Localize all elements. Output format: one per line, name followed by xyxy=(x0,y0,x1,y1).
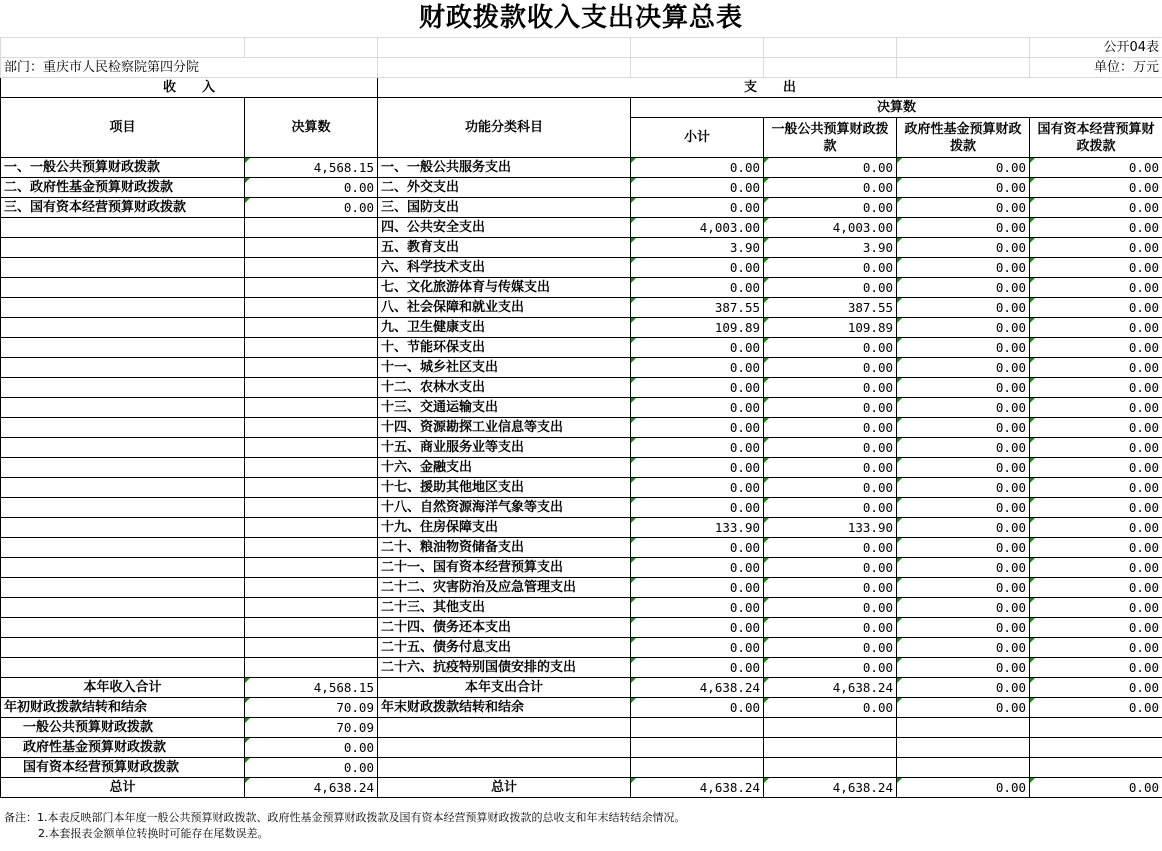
blank-cell xyxy=(245,278,378,298)
blank-cell xyxy=(1,358,245,378)
expense-general-budget: 0.00 xyxy=(764,478,897,498)
blank-cell xyxy=(245,658,378,678)
expense-state-capital: 0.00 xyxy=(1030,198,1162,218)
table-row xyxy=(1,418,1162,438)
blank-cell xyxy=(245,258,378,278)
income-item-value: 4,568.15 xyxy=(245,158,378,178)
annual-expense-fund: 0.00 xyxy=(897,678,1030,698)
blank-cell xyxy=(1,398,245,418)
expense-item-name: 十、节能环保支出 xyxy=(378,338,631,358)
blank-cell xyxy=(631,738,764,758)
blank-cell xyxy=(1,578,245,598)
begin-balance-sub-label: 一般公共预算财政拨款 xyxy=(1,718,245,738)
expense-general-budget: 0.00 xyxy=(764,158,897,178)
begin-balance-sub-value: 0.00 xyxy=(245,738,378,758)
expense-subtotal: 0.00 xyxy=(631,658,764,678)
blank-cell xyxy=(245,338,378,358)
begin-balance-sub-label: 国有资本经营预算财政拨款 xyxy=(1,758,245,778)
final-accounts-table xyxy=(0,37,1162,798)
grand-total-income-value: 4,638.24 xyxy=(245,778,378,798)
expense-gov-fund: 0.00 xyxy=(897,258,1030,278)
income-item-value: 0.00 xyxy=(245,178,378,198)
expense-item-name: 三、国防支出 xyxy=(378,198,631,218)
report-title: 财政拨款收入支出决算总表 xyxy=(418,3,743,33)
expense-gov-fund: 0.00 xyxy=(897,358,1030,378)
expense-general-budget: 0.00 xyxy=(764,258,897,278)
expense-item-name: 二十一、国有资本经营预算支出 xyxy=(378,558,631,578)
expense-item-name: 十七、援助其他地区支出 xyxy=(378,478,631,498)
blank-cell xyxy=(245,498,378,518)
expense-item-name: 十八、自然资源海洋气象等支出 xyxy=(378,498,631,518)
blank-cell xyxy=(1,238,245,258)
expense-general-budget: 0.00 xyxy=(764,458,897,478)
blank-cell xyxy=(245,518,378,538)
annual-income-total-label: 本年收入合计 xyxy=(1,678,245,698)
expense-state-capital: 0.00 xyxy=(1030,298,1162,318)
blank-cell xyxy=(245,418,378,438)
table-row xyxy=(1,218,1162,238)
blank-cell xyxy=(245,478,378,498)
blank-cell xyxy=(245,238,378,258)
expense-gov-fund: 0.00 xyxy=(897,318,1030,338)
blank-cell xyxy=(245,578,378,598)
expense-general-budget: 0.00 xyxy=(764,658,897,678)
blank-cell xyxy=(1,278,245,298)
blank-cell xyxy=(1,298,245,318)
expense-general-budget: 0.00 xyxy=(764,418,897,438)
expense-gov-fund: 0.00 xyxy=(897,278,1030,298)
grand-total-expense-general: 4,638.24 xyxy=(764,778,897,798)
note-1: 备注：1.本表反映部门本年度一般公共预算财政拨款、政府性基金预算财政拨款及国有资本经营预算财政拨款的总收支和年末结转结余情况。 xyxy=(4,811,686,824)
expense-subtotal: 0.00 xyxy=(631,198,764,218)
expense-state-capital: 0.00 xyxy=(1030,378,1162,398)
expense-subtotal: 0.00 xyxy=(631,358,764,378)
expense-general-budget: 0.00 xyxy=(764,578,897,598)
expense-general-budget: 387.55 xyxy=(764,298,897,318)
expense-item-name: 二十、粮油物资储备支出 xyxy=(378,538,631,558)
table-row xyxy=(1,538,1162,558)
table-row xyxy=(1,518,1162,538)
blank-cell xyxy=(378,58,631,78)
item-header: 项目 xyxy=(1,98,245,158)
begin-balance-label: 年初财政拨款结转和结余 xyxy=(1,698,245,718)
grand-total-row xyxy=(1,778,1162,798)
expense-subtotal: 0.00 xyxy=(631,278,764,298)
table-row xyxy=(1,318,1162,338)
expense-state-capital: 0.00 xyxy=(1030,618,1162,638)
blank-cell xyxy=(897,718,1030,738)
expense-subtotal: 0.00 xyxy=(631,378,764,398)
expense-gov-fund: 0.00 xyxy=(897,418,1030,438)
expense-general-budget: 0.00 xyxy=(764,618,897,638)
expense-state-capital: 0.00 xyxy=(1030,218,1162,238)
blank-cell xyxy=(245,538,378,558)
expense-general-budget: 0.00 xyxy=(764,398,897,418)
blank-cell xyxy=(245,318,378,338)
blank-cell xyxy=(1,598,245,618)
expense-state-capital: 0.00 xyxy=(1030,438,1162,458)
begin-balance-sub-row xyxy=(1,738,1162,758)
blank-cell xyxy=(897,58,1030,78)
income-item-name: 二、政府性基金预算财政拨款 xyxy=(1,178,245,198)
expense-general-budget: 0.00 xyxy=(764,558,897,578)
expense-gov-fund: 0.00 xyxy=(897,478,1030,498)
expense-subtotal: 109.89 xyxy=(631,318,764,338)
form-code: 公开04表 xyxy=(1030,38,1162,58)
expense-gov-fund: 0.00 xyxy=(897,578,1030,598)
expense-item-name: 二十六、抗疫特别国债安排的支出 xyxy=(378,658,631,678)
expense-subtotal: 0.00 xyxy=(631,178,764,198)
expense-subtotal: 0.00 xyxy=(631,438,764,458)
grand-total-expense-label: 总计 xyxy=(378,778,631,798)
table-row xyxy=(1,338,1162,358)
expense-general-budget: 109.89 xyxy=(764,318,897,338)
table-row xyxy=(1,598,1162,618)
expense-state-capital: 0.00 xyxy=(1030,398,1162,418)
table-row xyxy=(1,278,1162,298)
gov-fund-header: 政府性基金预算财政拨款 xyxy=(897,118,1030,158)
expense-state-capital: 0.00 xyxy=(1030,178,1162,198)
table-row xyxy=(1,298,1162,318)
expense-item-name: 十一、城乡社区支出 xyxy=(378,358,631,378)
table-row xyxy=(1,358,1162,378)
expense-item-name: 十二、农林水支出 xyxy=(378,378,631,398)
expense-state-capital: 0.00 xyxy=(1030,358,1162,378)
expense-state-capital: 0.00 xyxy=(1030,418,1162,438)
blank-cell xyxy=(897,738,1030,758)
expense-subtotal: 0.00 xyxy=(631,498,764,518)
expense-general-budget: 0.00 xyxy=(764,438,897,458)
expense-subtotal: 0.00 xyxy=(631,618,764,638)
blank-cell xyxy=(378,758,631,778)
expense-gov-fund: 0.00 xyxy=(897,618,1030,638)
blank-cell xyxy=(1,318,245,338)
unit-label: 单位：万元 xyxy=(1030,58,1162,78)
expense-state-capital: 0.00 xyxy=(1030,238,1162,258)
end-balance-subtotal: 0.00 xyxy=(631,698,764,718)
blank-cell xyxy=(1,418,245,438)
begin-balance-sub-value: 0.00 xyxy=(245,758,378,778)
blank-cell xyxy=(631,38,764,58)
expense-subtotal: 4,003.00 xyxy=(631,218,764,238)
income-item-name: 三、国有资本经营预算财政拨款 xyxy=(1,198,245,218)
expense-subtotal: 0.00 xyxy=(631,638,764,658)
blank-cell xyxy=(1,478,245,498)
expense-state-capital: 0.00 xyxy=(1030,538,1162,558)
blank-cell xyxy=(1030,738,1162,758)
expense-item-name: 七、文化旅游体育与传媒支出 xyxy=(378,278,631,298)
income-item-name: 一、一般公共预算财政拨款 xyxy=(1,158,245,178)
expense-subtotal: 0.00 xyxy=(631,538,764,558)
blank-cell xyxy=(764,58,897,78)
expense-item-name: 五、教育支出 xyxy=(378,238,631,258)
blank-cell xyxy=(764,38,897,58)
state-capital-header: 国有资本经营预算财政拨款 xyxy=(1030,118,1162,158)
table-row xyxy=(1,618,1162,638)
expense-item-name: 八、社会保障和就业支出 xyxy=(378,298,631,318)
expense-item-name: 十五、商业服务业等支出 xyxy=(378,438,631,458)
expense-general-budget: 0.00 xyxy=(764,598,897,618)
blank-cell xyxy=(631,718,764,738)
expense-state-capital: 0.00 xyxy=(1030,258,1162,278)
expense-general-budget: 0.00 xyxy=(764,638,897,658)
expense-item-name: 九、卫生健康支出 xyxy=(378,318,631,338)
blank-cell xyxy=(245,438,378,458)
expense-item-name: 二十二、灾害防治及应急管理支出 xyxy=(378,578,631,598)
blank-cell xyxy=(1,658,245,678)
table-row xyxy=(1,258,1162,278)
expense-subtotal: 0.00 xyxy=(631,338,764,358)
expense-gov-fund: 0.00 xyxy=(897,218,1030,238)
end-balance-general: 0.00 xyxy=(764,698,897,718)
blank-cell xyxy=(1030,718,1162,738)
annual-expense-general: 4,638.24 xyxy=(764,678,897,698)
note-2: 2.本套报表金额单位转换时可能存在尾数误差。 xyxy=(38,827,269,840)
expense-item-name: 十九、住房保障支出 xyxy=(378,518,631,538)
blank-cell xyxy=(245,598,378,618)
expense-state-capital: 0.00 xyxy=(1030,478,1162,498)
blank-cell xyxy=(1,38,245,58)
grand-total-expense-capital: 0.00 xyxy=(1030,778,1162,798)
table-row xyxy=(1,558,1162,578)
blank-cell xyxy=(378,718,631,738)
blank-cell xyxy=(1,618,245,638)
begin-balance-sub-value: 70.09 xyxy=(245,718,378,738)
expense-subtotal: 387.55 xyxy=(631,298,764,318)
begin-balance-sub-label: 政府性基金预算财政拨款 xyxy=(1,738,245,758)
expense-subtotal: 3.90 xyxy=(631,238,764,258)
blank-cell xyxy=(378,738,631,758)
table-row xyxy=(1,398,1162,418)
expense-general-budget: 133.90 xyxy=(764,518,897,538)
expense-item-name: 十三、交通运输支出 xyxy=(378,398,631,418)
expense-general-budget: 0.00 xyxy=(764,538,897,558)
blank-cell xyxy=(1,438,245,458)
table-row xyxy=(1,378,1162,398)
table-row xyxy=(1,178,1162,198)
expense-gov-fund: 0.00 xyxy=(897,458,1030,478)
expense-subtotal: 133.90 xyxy=(631,518,764,538)
expense-state-capital: 0.00 xyxy=(1030,318,1162,338)
table-row xyxy=(1,158,1162,178)
blank-cell xyxy=(1,538,245,558)
balance-row xyxy=(1,698,1162,718)
expense-general-budget: 4,003.00 xyxy=(764,218,897,238)
expense-state-capital: 0.00 xyxy=(1030,158,1162,178)
end-balance-label: 年末财政拨款结转和结余 xyxy=(378,698,631,718)
annual-income-total-value: 4,568.15 xyxy=(245,678,378,698)
expense-gov-fund: 0.00 xyxy=(897,378,1030,398)
final-amount-group-header: 决算数 xyxy=(631,98,1162,118)
income-header: 收 入 xyxy=(1,78,378,98)
expense-gov-fund: 0.00 xyxy=(897,178,1030,198)
blank-cell xyxy=(245,38,378,58)
expense-item-name: 二十四、债务还本支出 xyxy=(378,618,631,638)
expense-state-capital: 0.00 xyxy=(1030,278,1162,298)
expense-state-capital: 0.00 xyxy=(1030,598,1162,618)
income-item-value: 0.00 xyxy=(245,198,378,218)
expense-subtotal: 0.00 xyxy=(631,398,764,418)
table-row xyxy=(1,578,1162,598)
expense-header: 支 出 xyxy=(378,78,1162,98)
expense-gov-fund: 0.00 xyxy=(897,158,1030,178)
blank-cell xyxy=(245,618,378,638)
function-category-header: 功能分类科目 xyxy=(378,98,631,158)
expense-item-name: 一、一般公共服务支出 xyxy=(378,158,631,178)
blank-cell xyxy=(1,498,245,518)
expense-general-budget: 0.00 xyxy=(764,378,897,398)
blank-cell xyxy=(245,398,378,418)
annual-expense-subtotal: 4,638.24 xyxy=(631,678,764,698)
expense-subtotal: 0.00 xyxy=(631,258,764,278)
expense-subtotal: 0.00 xyxy=(631,418,764,438)
blank-cell xyxy=(1,458,245,478)
subtotal-header: 小计 xyxy=(631,118,764,158)
expense-gov-fund: 0.00 xyxy=(897,638,1030,658)
expense-gov-fund: 0.00 xyxy=(897,538,1030,558)
expense-gov-fund: 0.00 xyxy=(897,198,1030,218)
income-amount-header: 决算数 xyxy=(245,98,378,158)
expense-gov-fund: 0.00 xyxy=(897,238,1030,258)
begin-balance-sub-row xyxy=(1,718,1162,738)
blank-cell xyxy=(1,638,245,658)
blank-cell xyxy=(631,758,764,778)
expense-general-budget: 0.00 xyxy=(764,278,897,298)
department-label: 部门：重庆市人民检察院第四分院 xyxy=(1,58,378,78)
blank-cell xyxy=(245,558,378,578)
expense-subtotal: 0.00 xyxy=(631,158,764,178)
expense-gov-fund: 0.00 xyxy=(897,658,1030,678)
blank-cell xyxy=(245,298,378,318)
grand-total-income-label: 总计 xyxy=(1,778,245,798)
blank-cell xyxy=(245,218,378,238)
blank-cell xyxy=(245,638,378,658)
expense-state-capital: 0.00 xyxy=(1030,518,1162,538)
expense-state-capital: 0.00 xyxy=(1030,458,1162,478)
expense-general-budget: 0.00 xyxy=(764,358,897,378)
expense-state-capital: 0.00 xyxy=(1030,498,1162,518)
expense-general-budget: 0.00 xyxy=(764,338,897,358)
expense-general-budget: 3.90 xyxy=(764,238,897,258)
blank-cell xyxy=(1030,758,1162,778)
blank-cell xyxy=(378,38,631,58)
expense-item-name: 二十五、债务付息支出 xyxy=(378,638,631,658)
end-balance-capital: 0.00 xyxy=(1030,698,1162,718)
expense-gov-fund: 0.00 xyxy=(897,298,1030,318)
expense-state-capital: 0.00 xyxy=(1030,578,1162,598)
table-row xyxy=(1,478,1162,498)
blank-cell xyxy=(1,378,245,398)
grand-total-expense-subtotal: 4,638.24 xyxy=(631,778,764,798)
general-budget-header: 一般公共预算财政拨款 xyxy=(764,118,897,158)
expense-gov-fund: 0.00 xyxy=(897,518,1030,538)
begin-balance-sub-row xyxy=(1,758,1162,778)
blank-cell xyxy=(1,518,245,538)
blank-cell xyxy=(897,38,1030,58)
table-row xyxy=(1,238,1162,258)
expense-gov-fund: 0.00 xyxy=(897,438,1030,458)
table-row xyxy=(1,198,1162,218)
expense-gov-fund: 0.00 xyxy=(897,558,1030,578)
expense-general-budget: 0.00 xyxy=(764,178,897,198)
expense-item-name: 二十三、其他支出 xyxy=(378,598,631,618)
table-row xyxy=(1,498,1162,518)
blank-cell xyxy=(1,218,245,238)
expense-subtotal: 0.00 xyxy=(631,458,764,478)
blank-cell xyxy=(764,758,897,778)
begin-balance-value: 70.09 xyxy=(245,698,378,718)
expense-item-name: 二、外交支出 xyxy=(378,178,631,198)
expense-state-capital: 0.00 xyxy=(1030,658,1162,678)
table-row xyxy=(1,458,1162,478)
table-row xyxy=(1,638,1162,658)
expense-item-name: 十四、资源勘探工业信息等支出 xyxy=(378,418,631,438)
expense-item-name: 六、科学技术支出 xyxy=(378,258,631,278)
expense-item-name: 四、公共安全支出 xyxy=(378,218,631,238)
expense-subtotal: 0.00 xyxy=(631,558,764,578)
blank-cell xyxy=(764,718,897,738)
blank-cell xyxy=(245,458,378,478)
blank-cell xyxy=(1,558,245,578)
expense-state-capital: 0.00 xyxy=(1030,638,1162,658)
annual-expense-total-label: 本年支出合计 xyxy=(378,678,631,698)
blank-cell xyxy=(1,258,245,278)
blank-cell xyxy=(764,738,897,758)
blank-cell xyxy=(897,758,1030,778)
expense-state-capital: 0.00 xyxy=(1030,338,1162,358)
table-row xyxy=(1,438,1162,458)
expense-gov-fund: 0.00 xyxy=(897,498,1030,518)
annual-expense-capital: 0.00 xyxy=(1030,678,1162,698)
blank-cell xyxy=(631,58,764,78)
expense-general-budget: 0.00 xyxy=(764,498,897,518)
expense-item-name: 十六、金融支出 xyxy=(378,458,631,478)
expense-gov-fund: 0.00 xyxy=(897,338,1030,358)
expense-state-capital: 0.00 xyxy=(1030,558,1162,578)
expense-subtotal: 0.00 xyxy=(631,578,764,598)
blank-cell xyxy=(245,378,378,398)
end-balance-fund: 0.00 xyxy=(897,698,1030,718)
expense-gov-fund: 0.00 xyxy=(897,398,1030,418)
blank-cell xyxy=(245,358,378,378)
expense-gov-fund: 0.00 xyxy=(897,598,1030,618)
blank-cell xyxy=(1,338,245,358)
table-row xyxy=(1,658,1162,678)
grand-total-expense-fund: 0.00 xyxy=(897,778,1030,798)
expense-subtotal: 0.00 xyxy=(631,598,764,618)
expense-general-budget: 0.00 xyxy=(764,198,897,218)
annual-total-row xyxy=(1,678,1162,698)
expense-subtotal: 0.00 xyxy=(631,478,764,498)
